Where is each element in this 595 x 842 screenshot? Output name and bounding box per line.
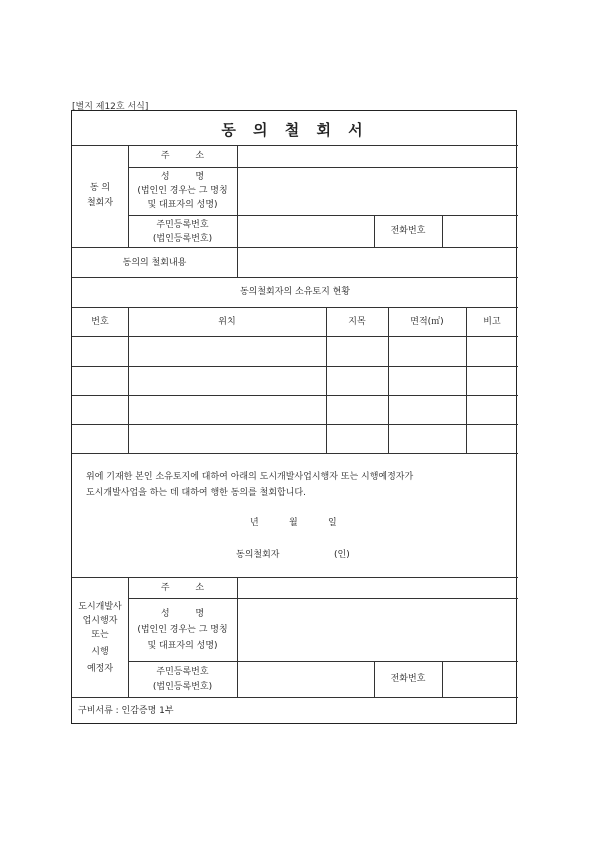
rule: [326, 307, 327, 453]
phone-label: 전화번호: [390, 674, 426, 684]
rule: [72, 424, 518, 425]
id-label: 주민등록번호: [156, 667, 209, 677]
rule: [466, 307, 467, 453]
seal-mark: (인): [334, 550, 350, 560]
column-header-remarks: 비고: [483, 317, 501, 327]
developer-section-label: 예정자: [86, 664, 114, 674]
column-header-number: 번호: [91, 317, 109, 327]
rule: [388, 307, 389, 453]
withdrawal-form: [71, 110, 517, 724]
column-header-area: 면적(㎡): [410, 317, 444, 327]
column-header-land-category: 지목: [348, 317, 366, 327]
rule: [128, 167, 518, 168]
id-sublabel: (법인등록번호): [152, 234, 213, 244]
id-label: 주민등록번호: [156, 220, 209, 230]
statement-line: 도시개발사업을 하는 데 대하여 행한 동의를 철회합니다.: [86, 488, 306, 498]
rule: [128, 577, 129, 697]
rule: [72, 697, 518, 698]
rule: [442, 661, 443, 697]
date-month-label: 월: [289, 518, 298, 528]
rule: [72, 247, 518, 248]
withdrawer-section-label: 철회자: [86, 198, 114, 208]
id-sublabel: (법인등록번호): [152, 682, 213, 692]
developer-section-label: 업시행자: [82, 616, 118, 626]
address-label: 주 소: [160, 151, 205, 161]
date-year-label: 년: [250, 518, 259, 528]
rule: [128, 661, 518, 662]
phone-label: 전화번호: [390, 226, 426, 236]
name-sublabel: 및 대표자의 성명): [147, 641, 218, 651]
date-day-label: 일: [328, 518, 337, 528]
developer-section-label: 또는: [91, 630, 109, 640]
statement-line: 위에 기재한 본인 소유토지에 대하여 아래의 도시개발사업시행자 또는 시행예정자가: [86, 472, 414, 482]
rule: [72, 145, 518, 146]
rule: [237, 145, 238, 277]
rule: [237, 577, 238, 697]
rule: [72, 277, 518, 278]
rule: [72, 453, 518, 454]
rule: [72, 307, 518, 308]
developer-section-label: 시행: [91, 647, 109, 657]
name-sublabel: 및 대표자의 성명): [147, 200, 218, 210]
withdrawer-section-label: 동 의: [89, 183, 111, 193]
rule: [128, 215, 518, 216]
name-sublabel: (법인인 경우는 그 명칭: [137, 625, 228, 635]
land-table-heading: 동의철회자의 소유토지 현황: [239, 287, 351, 297]
withdrawal-content-label: 동의의 철회내용: [122, 258, 187, 268]
rule: [72, 336, 518, 337]
developer-section-label: 도시개발사: [78, 602, 122, 612]
name-label: 성 명: [160, 609, 205, 619]
attachments-note: 구비서류 : 인감증명 1부: [78, 706, 174, 716]
address-label: 주 소: [160, 583, 205, 593]
form-reference: [별지 제12호 서식]: [72, 102, 149, 112]
name-sublabel: (법인인 경우는 그 명칭: [137, 186, 228, 196]
rule: [128, 598, 518, 599]
rule: [72, 395, 518, 396]
column-header-location: 위치: [218, 317, 236, 327]
form-title: 동 의 철 회 서: [221, 121, 369, 139]
signer-label: 동의철회자: [236, 550, 280, 560]
name-label: 성 명: [160, 172, 205, 182]
rule: [72, 577, 518, 578]
rule: [128, 307, 129, 453]
rule: [72, 366, 518, 367]
rule: [442, 215, 443, 247]
